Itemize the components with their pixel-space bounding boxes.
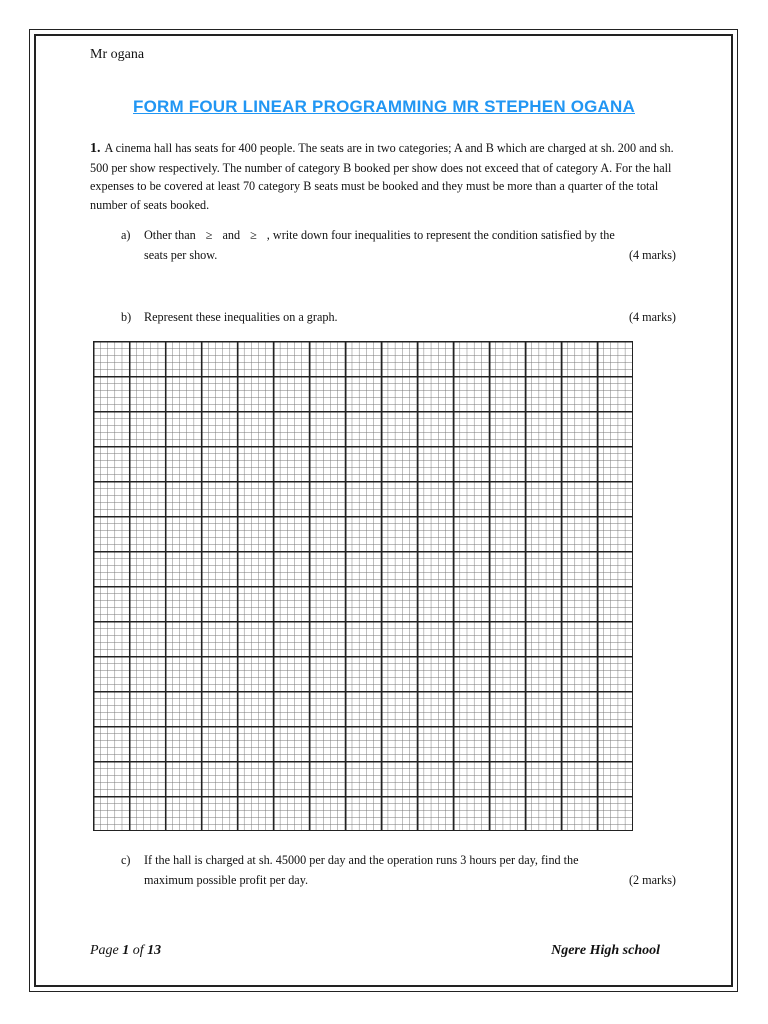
part-b-text-row [144,307,676,327]
geq-symbol-1: ≥ [205,228,213,242]
question-text: A cinema hall has seats for 400 people. The seats are in two categories; A and B which are charged at sh. 200 and sh. 500 per show respectively. The number of category B booked per show does not exceed that of category A. For the hall expenses to be covered at least 70 category B seats must be booked and they must be more than a quarter of the total number of seats booked. [90,141,674,212]
graph-paper-grid [93,341,633,831]
part-a-and: and [222,228,241,242]
part-c [121,850,676,892]
part-a [121,225,676,267]
part-a-text [144,225,676,265]
footer-school: Ngere High school [551,943,660,958]
geq-symbol-2: ≥ [250,228,257,242]
page-title: FORM FOUR LINEAR PROGRAMMING MR STEPHEN OGANA [133,97,635,116]
part-c-label: c) [121,853,131,867]
part-a-label: a) [121,228,131,242]
part-c-marks: (2 marks) [628,873,676,887]
part-b [121,307,676,327]
part-a-line2: seats per show. [144,248,218,262]
part-c-text: If the hall is charged at sh. 45000 per day and the operation runs 3 hours per day, find the [144,853,579,867]
header-author: Mr ogana [90,47,145,62]
part-a-text-pre: Other than [144,228,196,242]
question-body [90,139,680,214]
part-a-text-post: , write down four inequalities to represent the condition satisfied by the [266,228,615,242]
part-c-text-block [144,850,676,890]
footer-page-total: 13 [147,943,162,958]
question-number: 1. [90,141,101,156]
part-c-line2: maximum possible profit per day. [144,873,309,887]
part-a-marks: (4 marks) [628,248,676,262]
footer-page-of: of [129,943,148,958]
footer-page-prefix: Page [90,943,123,958]
footer-page-current: 1 [122,943,130,958]
part-b-marks: (4 marks) [628,310,676,324]
part-b-label: b) [121,310,132,324]
part-b-text: Represent these inequalities on a graph. [144,310,338,324]
footer-page-number [90,943,161,959]
